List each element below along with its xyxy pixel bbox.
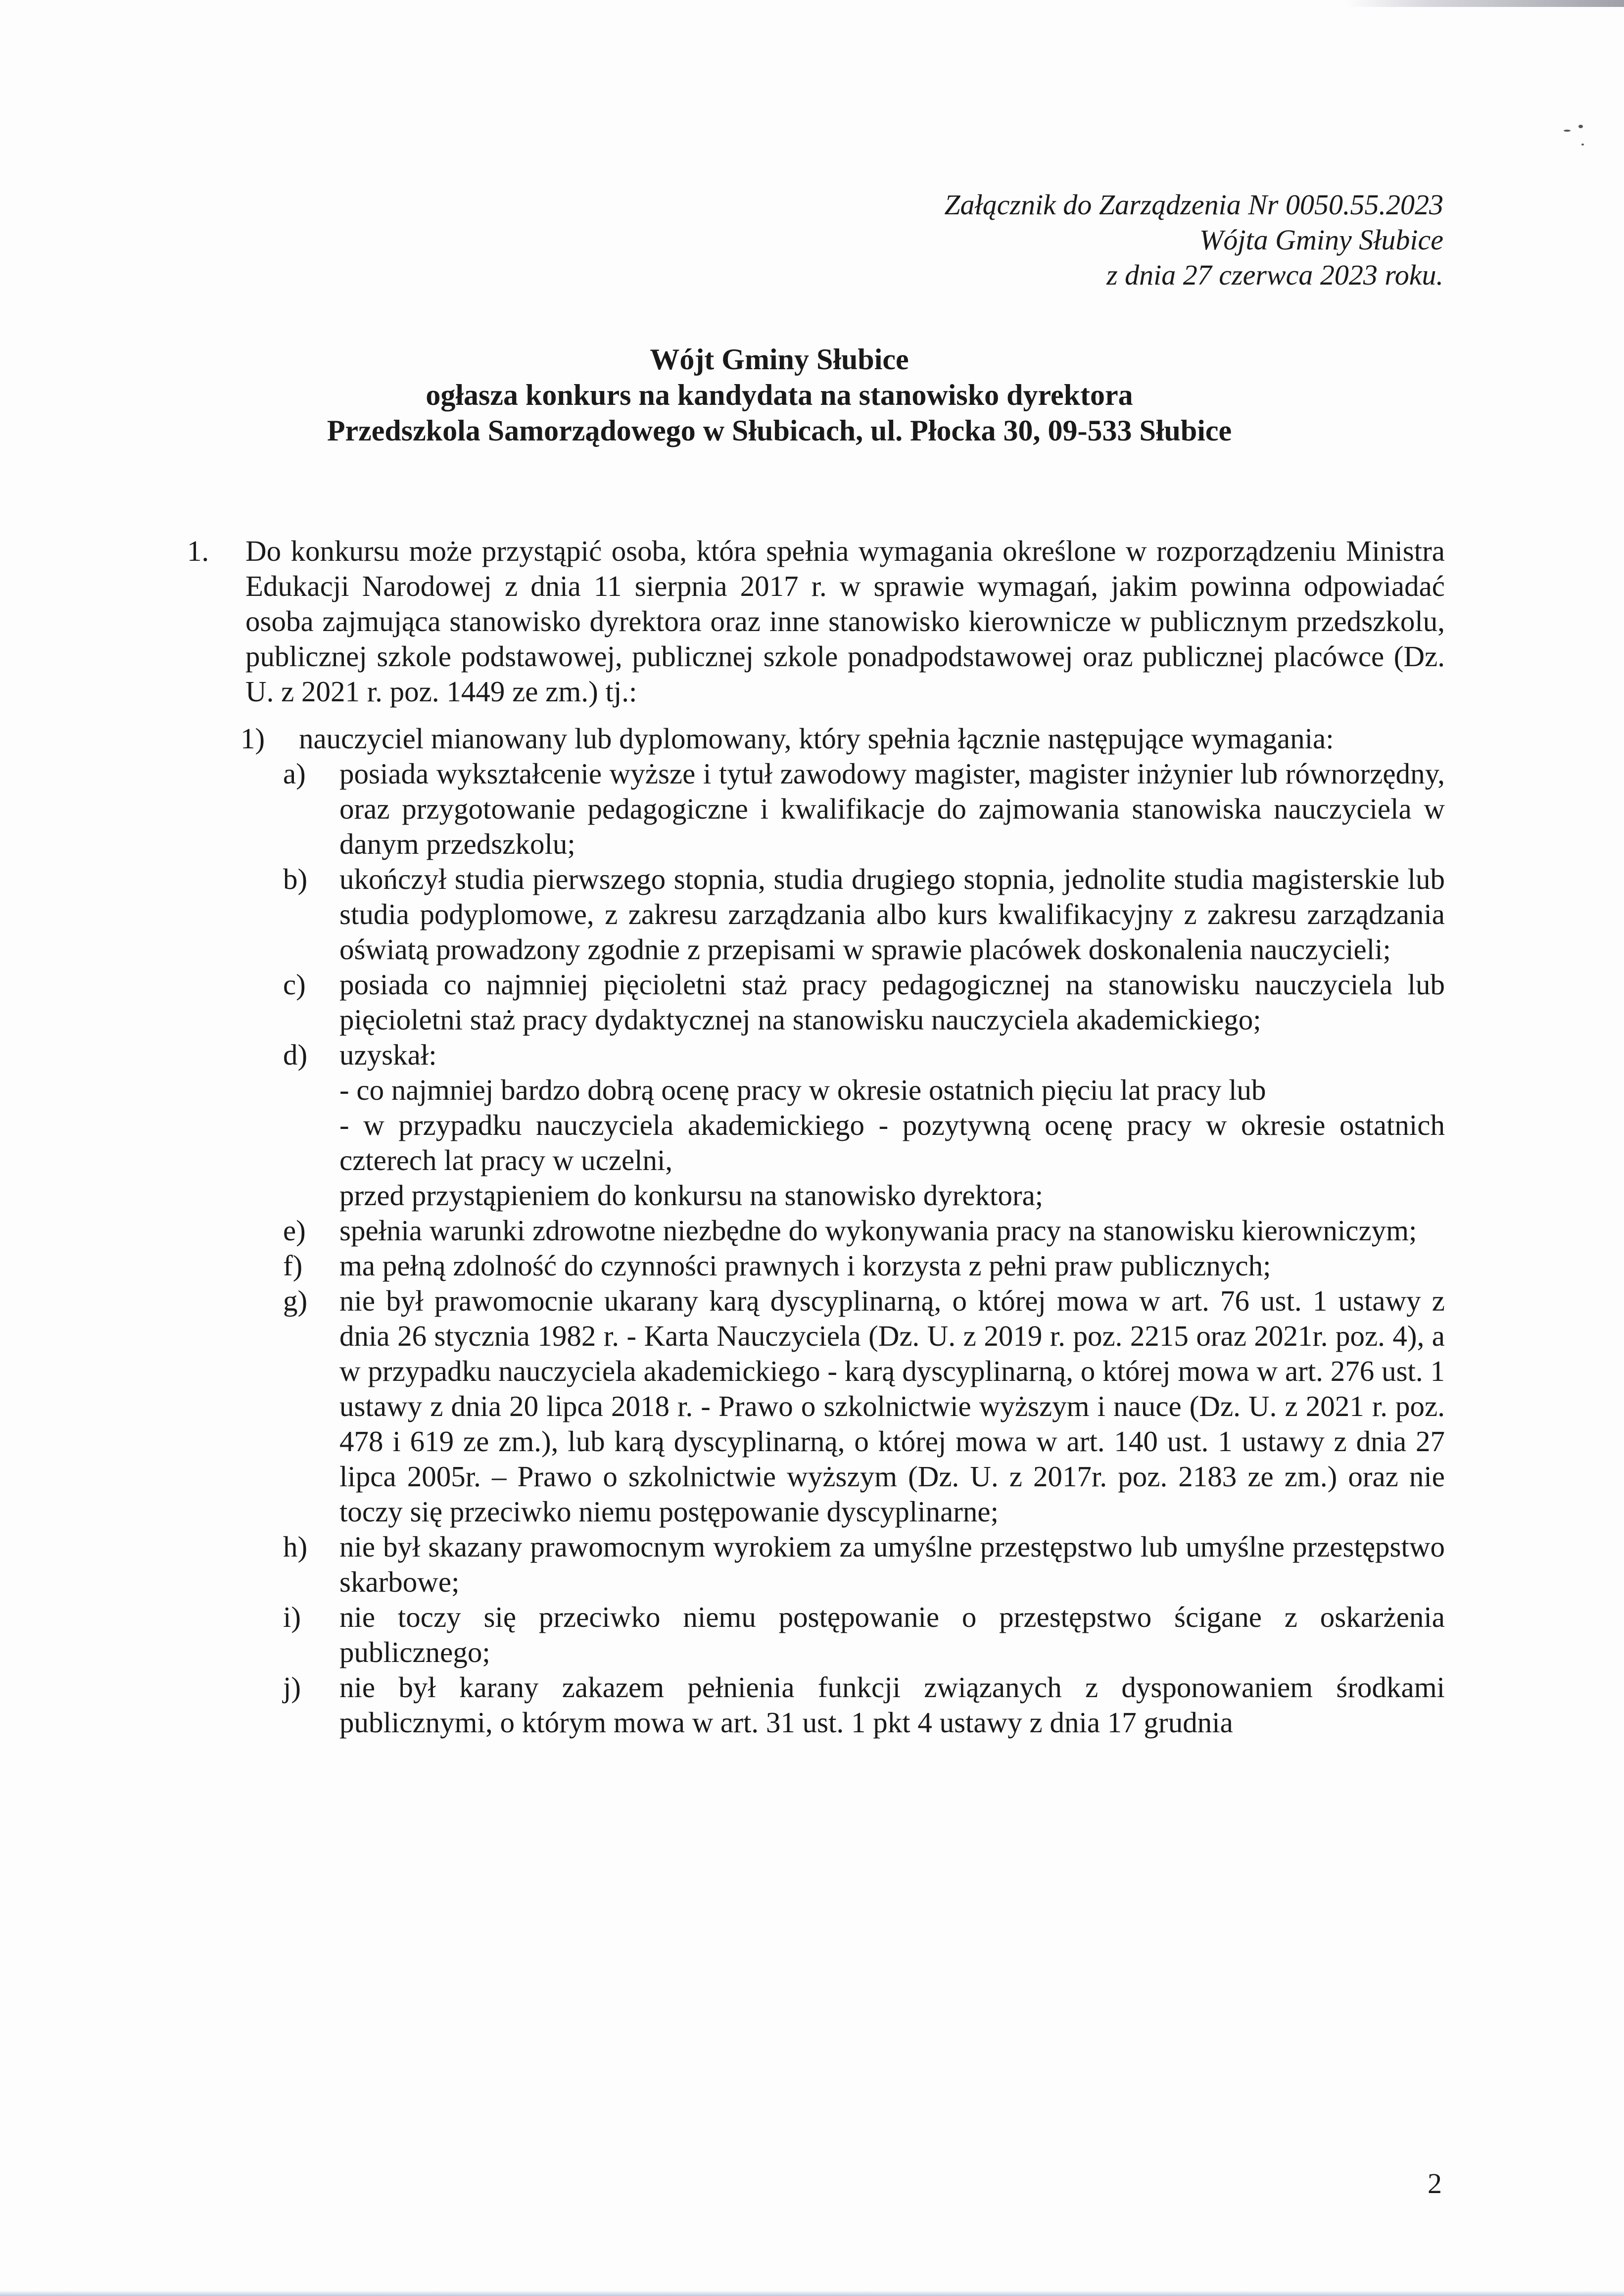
scan-speck: [1581, 144, 1584, 146]
item-letter: a): [283, 757, 306, 790]
section-1: [187, 534, 1445, 709]
item-letter: d): [283, 1038, 308, 1071]
document-title: [247, 342, 1311, 448]
page-number: 2: [1428, 2167, 1442, 2199]
list-item: [283, 1037, 1445, 1213]
item-letter: b): [283, 863, 308, 895]
list-item: [283, 1213, 1445, 1248]
title-line3: Przedszkola Samorządowego w Słubicach, ul. Płocka 30, 09-533 Słubice: [327, 414, 1232, 447]
item-text: nie był skazany prawomocnym wyrokiem za umyślne przestępstwo lub umyślne przestępstwo skarbowe;: [339, 1530, 1445, 1598]
document-body: [187, 534, 1445, 1740]
item-text: nie był prawomocnie ukarany karą dyscyplinarną, o której mowa w art. 76 ust. 1 ustawy z dnia 26 stycznia 1982 r. - Karta Nauczyciela (Dz. U. z 2019 r. poz. 2215 oraz 2021r. poz. 4), a w przypadku nauczyciela akademickiego - karą dyscyplinarną, o której mowa w art. 276 ust. 1 ustawy z dnia 20 lipca 2018 r. - Prawo o szkolnictwie wyższym i nauce (Dz. U. z 2021 r. poz. 478 i 619 ze zm.), lub karą dyscyplinarną, o której mowa w art. 140 ust. 1 ustawy z dnia 27 lipca 2005r. – Prawo o szkolnictwie wyższym (Dz. U. z 2017r. poz. 2183 ze zm.) oraz nie toczy się przeciwko niemu postępowanie dyscyplinarne;: [339, 1284, 1445, 1528]
list-item: [283, 967, 1445, 1037]
item-d-dash1: - co najmniej bardzo dobrą ocenę pracy w okresie ostatnich pięciu lat pracy lub: [339, 1074, 1266, 1106]
item-text: ma pełną zdolność do czynności prawnych i korzysta z pełni praw publicznych;: [339, 1249, 1271, 1282]
attachment-note-line1: Załącznik do Zarządzenia Nr 0050.55.2023: [944, 189, 1443, 221]
item-text: spełnia warunki zdrowotne niezbędne do wykonywania pracy na stanowisku kierowniczym;: [339, 1214, 1417, 1247]
scan-artifact-bottom: [0, 2291, 1624, 2296]
item-text: nie był karany zakazem pełnienia funkcji związanych z dysponowaniem środkami publicznymi, o którym mowa w art. 31 ust. 1 pkt 4 ustawy z dnia 17 grudnia: [339, 1671, 1445, 1739]
scan-artifact-top: [1346, 0, 1624, 7]
point-1-number: 1): [240, 722, 265, 755]
list-item: [283, 1670, 1445, 1740]
list-item: [283, 1248, 1445, 1283]
list-item: [283, 862, 1445, 967]
item-text: nie toczy się przeciwko niemu postępowanie o przestępstwo ścigane z oskarżenia publicznego;: [339, 1601, 1445, 1668]
attachment-note: [944, 187, 1443, 293]
item-text: [339, 1037, 1445, 1213]
attachment-note-line3: z dnia 27 czerwca 2023 roku.: [1106, 259, 1443, 291]
item-text: posiada co najmniej pięcioletni staż pracy pedagogicznej na stanowisku nauczyciela lub pięcioletni staż pracy dydaktycznej na stanowisku nauczyciela akademickiego;: [339, 968, 1445, 1036]
point-1: [240, 721, 1445, 756]
list-item: [283, 1600, 1445, 1670]
point-1-text: nauczyciel mianowany lub dyplomowany, który spełnia łącznie następujące wymagania:: [299, 722, 1334, 755]
title-line2: ogłasza konkurs na kandydata na stanowisko dyrektora: [426, 379, 1133, 411]
list-item: [283, 756, 1445, 862]
title-line1: Wójt Gminy Słubice: [650, 343, 909, 376]
item-letter: c): [283, 968, 306, 1001]
attachment-note-line2: Wójta Gminy Słubice: [1199, 224, 1443, 256]
section-1-text: Do konkursu może przystąpić osoba, która spełnia wymagania określone w rozporządzeniu Ministra Edukacji Narodowej z dnia 11 sierpnia 2017 r. w sprawie wymagań, jakim powinna odpowiadać osoba zajmująca stanowisko dyrektora oraz inne stanowisko kierownicze w publicznym przedszkolu, publicznej szkole podstawowej, publicznej szkole ponadpodstawowej oraz publicznej placówce (Dz. U. z 2021 r. poz. 1449 ze zm.) tj.:: [245, 535, 1445, 708]
item-letter: g): [283, 1284, 308, 1317]
item-letter: j): [283, 1671, 301, 1704]
item-letter: i): [283, 1601, 301, 1633]
list-item: [283, 1529, 1445, 1600]
section-1-number: 1.: [187, 535, 209, 567]
item-letter: e): [283, 1214, 306, 1247]
requirements-list: [283, 756, 1445, 1740]
item-d-closing: przed przystąpieniem do konkursu na stanowisko dyrektora;: [339, 1179, 1044, 1212]
scan-speck: [1578, 125, 1583, 128]
item-letter: f): [283, 1249, 303, 1282]
scan-speck: [1564, 130, 1571, 132]
item-text: posiada wykształcenie wyższe i tytuł zawodowy magister, magister inżynier lub równorzędny, oraz przygotowanie pedagogiczne i kwalifikacje do zajmowania stanowiska nauczyciela w danym przedszkolu;: [339, 757, 1445, 860]
item-text: ukończył studia pierwszego stopnia, studia drugiego stopnia, jednolite studia magisterskie lub studia podyplomowe, z zakresu zarządzania albo kurs kwalifikacyjny z zakresu zarządzania oświatą prowadzony zgodnie z przepisami w sprawie placówek doskonalenia nauczycieli;: [339, 863, 1445, 966]
item-d-intro: uzyskał:: [339, 1038, 437, 1071]
list-item: [283, 1283, 1445, 1529]
item-d-dash2: - w przypadku nauczyciela akademickiego - pozytywną ocenę pracy w okresie ostatnich czterech lat pracy w uczelni,: [339, 1109, 1445, 1176]
item-letter: h): [283, 1530, 308, 1563]
